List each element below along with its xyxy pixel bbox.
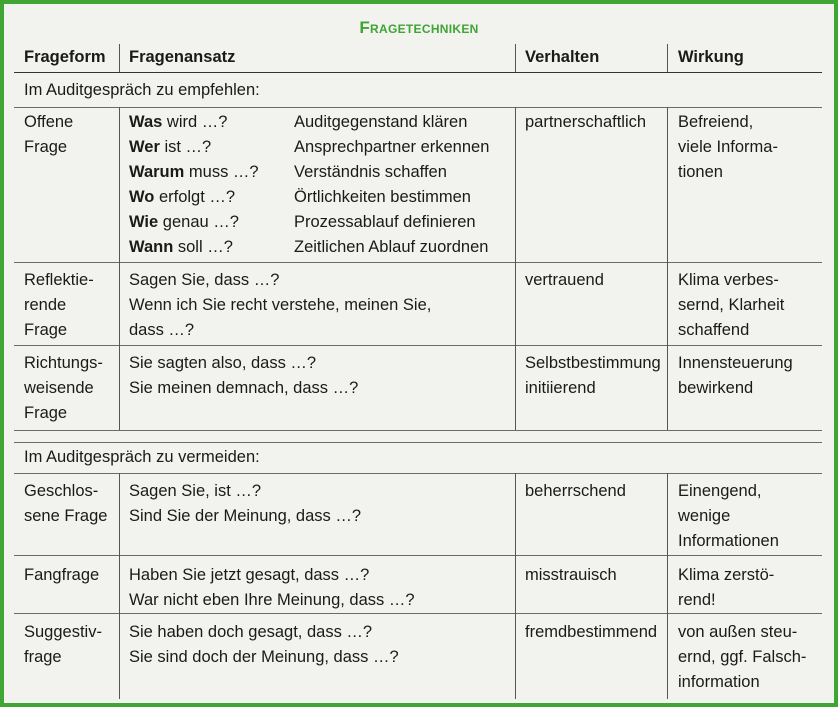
row-rule: [14, 430, 822, 431]
wirkung-fangfrage: Klima zerstö- rend!: [678, 566, 775, 609]
verhalten-richtungsweisende: Selbstbestimmung initiierend: [525, 354, 661, 397]
header-rule: [14, 72, 822, 73]
wirkung-suggestiv: von außen steu- ernd, ggf. Falsch- information: [678, 623, 807, 691]
row-rule: [14, 613, 822, 614]
list-item: Was wird …?: [129, 113, 228, 131]
row-rule: [14, 107, 822, 108]
wirkung-richtungsweisende: Innensteuerung bewirkend: [678, 354, 793, 397]
verhalten-fangfrage: misstrauisch: [525, 566, 617, 584]
header-wirkung: Wirkung: [678, 48, 744, 66]
goals-offene: Auditgegenstand klären Ansprechpartner erkennen Verständnis schaffen Örtlichkeiten bestimmen Prozessablauf definieren Zeitlichen Ablauf zuordnen: [294, 113, 490, 256]
row-rule: [14, 262, 822, 263]
question-techniques-table: [14, 44, 822, 699]
ansatz-fangfrage: Haben Sie jetzt gesagt, dass …? War nicht eben Ihre Meinung, dass …?: [129, 566, 415, 609]
header-fragenansatz: Fragenansatz: [129, 48, 236, 66]
form-geschlossene: Geschlos- sene Frage: [24, 482, 108, 525]
section-recommend: Im Auditgespräch zu empfehlen:: [24, 81, 260, 99]
row-rule: [14, 473, 822, 474]
col-rule: [119, 107, 120, 430]
col-rule: [119, 44, 120, 72]
table-title: Fragetechniken: [359, 18, 479, 37]
row-rule: [14, 345, 822, 346]
col-rule: [515, 44, 516, 72]
form-reflektierende: Reflektie- rende Frage: [24, 271, 94, 339]
section-avoid: Im Auditgespräch zu vermeiden:: [24, 448, 260, 466]
col-rule: [667, 107, 668, 430]
form-richtungsweisende: Richtungs- weisende Frage: [24, 354, 103, 422]
row-rule: [14, 555, 822, 556]
form-offene: Offene Frage: [24, 113, 74, 156]
wirkung-offene: Befreiend, viele Informa- tionen: [678, 113, 778, 181]
wirkung-reflektierende: Klima verbes- sernd, Klarheit schaffend: [678, 271, 785, 339]
header-verhalten: Verhalten: [525, 48, 600, 66]
col-rule: [515, 473, 516, 699]
col-rule: [515, 107, 516, 430]
ansatz-geschlossene: Sagen Sie, ist …? Sind Sie der Meinung, dass …?: [129, 482, 362, 525]
ansatz-offene: [129, 110, 259, 260]
ansatz-reflektierende: Sagen Sie, dass …? Wenn ich Sie recht verstehe, meinen Sie, dass …?: [129, 271, 432, 339]
header-frageform: Frageform: [24, 48, 106, 66]
list-item: Wie genau …?: [129, 213, 239, 231]
list-item: Warum muss …?: [129, 163, 259, 181]
verhalten-offene: partnerschaftlich: [525, 113, 647, 131]
verhalten-suggestiv: fremdbestimmend: [525, 623, 658, 641]
row-rule: [14, 442, 822, 443]
list-item: Wo erfolgt …?: [129, 188, 236, 206]
list-item: Wann soll …?: [129, 238, 233, 256]
ansatz-richtungsweisende: Sie sagten also, dass …? Sie meinen demnach, dass …?: [129, 354, 359, 397]
verhalten-reflektierende: vertrauend: [525, 271, 604, 289]
form-fangfrage: Fangfrage: [24, 566, 100, 584]
col-rule: [119, 473, 120, 699]
list-item: Wer ist …?: [129, 138, 212, 156]
col-rule: [667, 473, 668, 699]
verhalten-geschlossene: beherrschend: [525, 482, 626, 500]
form-suggestiv: Suggestiv- frage: [24, 623, 102, 666]
ansatz-suggestiv: Sie haben doch gesagt, dass …? Sie sind doch der Meinung, dass …?: [129, 623, 399, 666]
wirkung-geschlossene: Einengend, wenige Informationen: [678, 482, 779, 550]
col-rule: [667, 44, 668, 72]
